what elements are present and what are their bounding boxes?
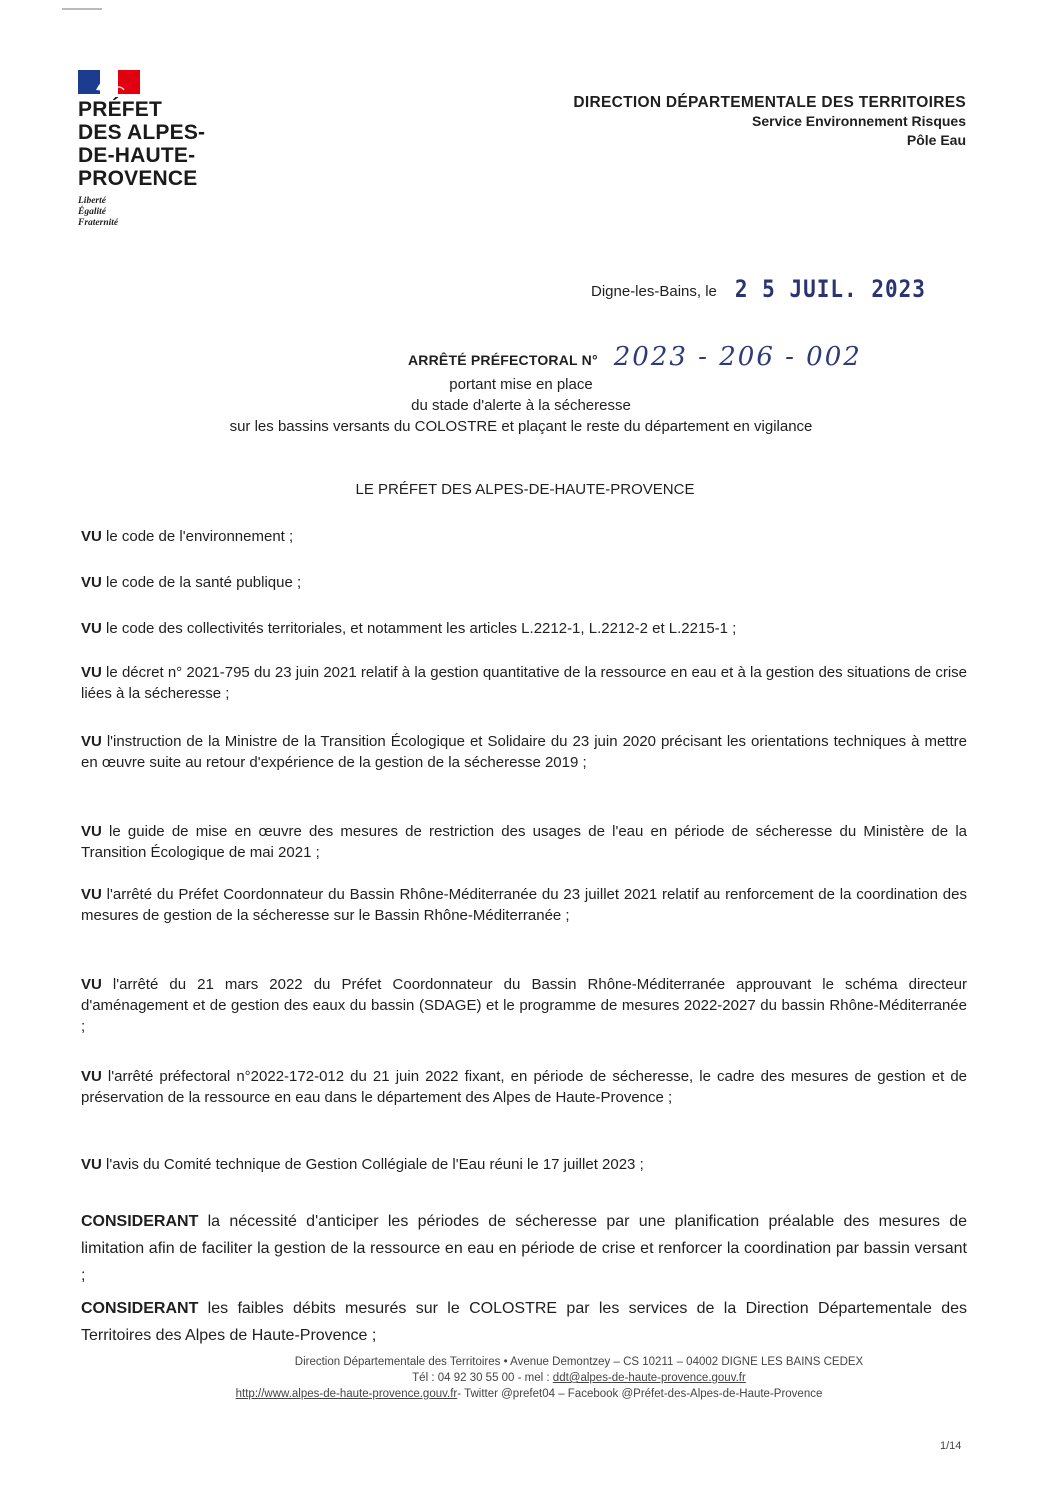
- visa-keyword: VU: [81, 886, 102, 903]
- visa-text: l'instruction de la Ministre de la Transition Écologique et Solidaire du 23 juin 2020 précisant les orientations techniques à mettre en œuvre suite au retour d'expérience de la gestion de la sécheresse 2019 ;: [81, 733, 967, 771]
- republic-motto: Liberté Égalité Fraternité: [78, 196, 119, 228]
- visa-keyword: VU: [81, 733, 102, 750]
- service-name: Service Environnement Risques: [752, 113, 966, 129]
- visa-text: l'arrêté du 21 mars 2022 du Préfet Coordonnateur du Bassin Rhône-Méditerranée approuvant le schéma directeur d'aménagement et de gestion des eaux du bassin (SDAGE) et le programme de mesures 2022-2027 du bassin Rhône-Méditerranée ;: [81, 976, 967, 1035]
- arrete-title: [408, 342, 862, 372]
- visa-text: l'arrêté préfectoral n°2022-172-012 du 21 juin 2022 fixant, en période de sécheresse, le cadre des mesures de gestion et de préservation de la ressource en eau dans le département des Alpes de Haute-Provence ;: [81, 1068, 967, 1106]
- considerant-keyword: CONSIDERANT: [81, 1300, 199, 1317]
- visa-keyword: VU: [81, 976, 102, 993]
- visa-keyword: VU: [81, 574, 102, 591]
- visa-keyword: VU: [81, 620, 102, 637]
- considerant-paragraph: [81, 1208, 967, 1289]
- date-stamp: 2 5 JUIL. 2023: [734, 275, 926, 303]
- footer-address: Direction Départementale des Territoires • Avenue Demontzey – CS 10211 – 04002 DIGNE LES BAINS CEDEX: [294, 1356, 864, 1368]
- arrete-subtitle-1: portant mise en place: [449, 376, 593, 393]
- visa-keyword: VU: [81, 528, 102, 545]
- prefet-heading: LE PRÉFET DES ALPES-DE-HAUTE-PROVENCE: [355, 481, 695, 498]
- footer-website-link[interactable]: http://www.alpes-de-haute-provence.gouv.fr: [235, 1388, 458, 1400]
- visa-text: l'arrêté du Préfet Coordonnateur du Bassin Rhône-Méditerranée du 23 juillet 2021 relatif au renforcement de la coordination des mesures de gestion de la sécheresse sur le Bassin Rhône-Méditerranée ;: [81, 886, 967, 924]
- visa-paragraph: [81, 974, 967, 1037]
- visa-keyword: VU: [81, 1068, 102, 1085]
- arrete-subtitle-2: du stade d'alerte à la sécheresse: [411, 397, 631, 414]
- visa-keyword: VU: [81, 664, 102, 681]
- considerant-text: la nécessité d'anticiper les périodes de sécheresse par une planification préalable des mesures de limitation afin de faciliter la gestion de la ressource en eau en période de crise et renforcer la coordination par bassin versant ;: [81, 1213, 967, 1284]
- considerant-paragraph: [81, 1295, 967, 1349]
- visa-keyword: VU: [81, 1156, 102, 1173]
- prefet-title: PRÉFET DES ALPES- DE-HAUTE- PROVENCE: [78, 98, 206, 190]
- visa-text: le guide de mise en œuvre des mesures de restriction des usages de l'eau en période de sécheresse du Ministère de la Transition Écologique de mai 2021 ;: [81, 823, 967, 861]
- considerant-keyword: CONSIDERANT: [81, 1213, 199, 1230]
- visa-paragraph: [81, 662, 967, 704]
- directorate-name: DIRECTION DÉPARTEMENTALE DES TERRITOIRES: [573, 94, 966, 111]
- visa-text: le code des collectivités territoriales, et notamment les articles L.2212-1, L.2212-2 et L.2215-1 ;: [101, 620, 737, 637]
- considerant-text: les faibles débits mesurés sur le COLOSTRE par les services de la Direction Départementale des Territoires des Alpes de Haute-Provence ;: [81, 1300, 967, 1344]
- page-number: 1/14: [940, 1440, 962, 1452]
- visa-text: l'avis du Comité technique de Gestion Collégiale de l'Eau réuni le 17 juillet 2023 ;: [101, 1156, 644, 1173]
- footer-contact: [50, 1370, 1058, 1386]
- footer-social: - Twitter @prefet04 – Facebook @Préfet-des-Alpes-de-Haute-Provence: [457, 1388, 823, 1400]
- arrete-label: ARRÊTÉ PRÉFECTORAL N°: [408, 352, 598, 368]
- arrete-subtitle-3: sur les bassins versants du COLOSTRE et plaçant le reste du département en vigilance: [229, 418, 813, 435]
- visa-paragraph: [81, 1066, 967, 1108]
- visa-paragraph: [81, 884, 967, 926]
- marianne-flag-icon: [78, 70, 140, 94]
- visa-text: le code de la santé publique ;: [101, 574, 302, 591]
- footer-email-link[interactable]: ddt@alpes-de-haute-provence.gouv.fr: [552, 1372, 746, 1384]
- arrete-number-handwritten: 2023 - 206 - 002: [613, 342, 862, 372]
- visa-paragraph: [81, 731, 967, 773]
- footer-phone: Tél : 04 92 30 55 00 - mel :: [412, 1372, 553, 1384]
- footer-web: [0, 1386, 1058, 1402]
- marianne-logo: [78, 70, 205, 229]
- visa-paragraph: [81, 618, 967, 639]
- visa-text: le décret n° 2021-795 du 23 juin 2021 relatif à la gestion quantitative de la ressource en eau et à la gestion des situations de crise liées à la sécheresse ;: [81, 664, 967, 702]
- scan-artifact: [62, 8, 102, 10]
- visa-text: le code de l'environnement ;: [101, 528, 294, 545]
- visa-paragraph: [81, 1154, 967, 1175]
- visa-paragraph: [81, 526, 967, 547]
- issuer-header: [573, 93, 966, 150]
- visa-keyword: VU: [81, 823, 102, 840]
- visa-paragraph: [81, 572, 967, 593]
- visa-paragraph: [81, 821, 967, 863]
- unit-name: Pôle Eau: [906, 132, 966, 148]
- date-place: Digne-les-Bains, le: [591, 283, 717, 300]
- date-line: [591, 277, 926, 301]
